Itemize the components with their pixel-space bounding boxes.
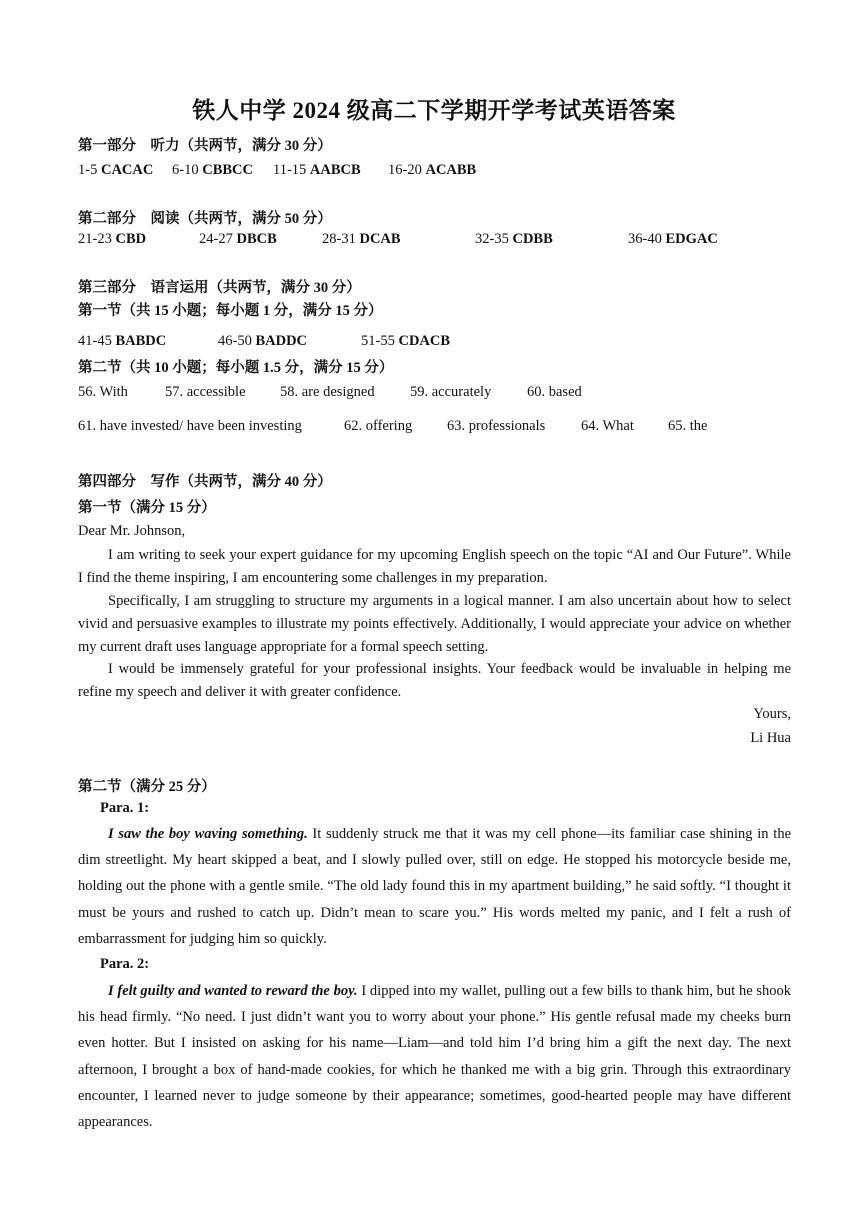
part3-heading: 第三部分 语言运用（共两节，满分 30 分） bbox=[78, 280, 361, 296]
answer-item: 63. professionals bbox=[447, 418, 546, 434]
answer-key: CACAC bbox=[100, 162, 154, 178]
answer-key: DBCB bbox=[236, 231, 277, 247]
part4-section2-heading: 第二节（满分 25 分） bbox=[78, 779, 216, 795]
answer-key: CDBB bbox=[512, 231, 553, 247]
answer-item: 56. With bbox=[78, 384, 128, 400]
answer-key: CDACB bbox=[398, 333, 451, 349]
answer-item: 61. have invested/ have been investing bbox=[78, 418, 302, 434]
para2-body: I dipped into my wallet, pulling out a few bills to thank him, but he shook his head firmly. “No need. I just didn’t want you to worry about your phone.” His gentle refusal made my cheeks burn even hotter. But I insisted on asking for his name—Liam—and told him I’d bring him a gift the next day. The next afternoon, I brought a box of hand-made cookies, for which he thanked me with a big grin. Through this extraordinary encounter, I learned never to judge someone by their appearance; sometimes, good-hearted people may have different appearances. bbox=[78, 983, 791, 1131]
answer-group bbox=[475, 231, 553, 248]
part3-section2-row2 bbox=[78, 418, 798, 438]
answer-range: 28-31 bbox=[322, 231, 356, 247]
para1-label: Para. 1: bbox=[100, 800, 150, 816]
para1-lead-sentence: I saw the boy waving something. bbox=[108, 826, 308, 842]
answer-key: AABCB bbox=[309, 162, 361, 178]
answer-range: 24-27 bbox=[199, 231, 233, 247]
answer-item: 57. accessible bbox=[165, 384, 246, 400]
answer-group bbox=[78, 162, 153, 179]
letter-closing: Yours, bbox=[753, 706, 791, 722]
answer-item: 59. accurately bbox=[410, 384, 492, 400]
answer-range: 16-20 bbox=[388, 162, 422, 178]
letter-paragraph: Specifically, I am struggling to structure my arguments in a logical manner. I am also uncertain about how to select vivid and persuasive examples to illustrate my points effectively. Additionally, I would appreciate your advice on whether my current draft uses language appropriate for a formal speech setting. bbox=[78, 593, 791, 655]
answer-key: CBD bbox=[115, 231, 147, 247]
answer-group bbox=[78, 333, 166, 350]
answer-key: BADDC bbox=[255, 333, 308, 349]
para2-label: Para. 2: bbox=[100, 956, 150, 972]
story-paragraph-1 bbox=[78, 821, 791, 952]
part4-section1-heading: 第一节（满分 15 分） bbox=[78, 500, 216, 516]
part3-section1-heading: 第一节（共 15 小题；每小题 1 分，满分 15 分） bbox=[78, 303, 383, 319]
answer-group bbox=[273, 162, 361, 179]
letter-paragraph: I am writing to seek your expert guidance for my upcoming English speech on the topic “AI and Our Future”. While I find the theme inspiring, I am encountering some challenges in my preparation. bbox=[78, 547, 791, 586]
story-paragraph-2 bbox=[78, 978, 791, 1135]
answer-range: 46-50 bbox=[218, 333, 252, 349]
answer-range: 51-55 bbox=[361, 333, 395, 349]
answer-group bbox=[628, 231, 718, 248]
part1-answer-row bbox=[78, 162, 798, 182]
answer-group bbox=[199, 231, 277, 248]
answer-range: 21-23 bbox=[78, 231, 112, 247]
answer-group bbox=[218, 333, 307, 350]
answer-item: 60. based bbox=[527, 384, 582, 400]
answer-range: 1-5 bbox=[78, 162, 98, 178]
answer-group bbox=[361, 333, 450, 350]
answer-key: DCAB bbox=[359, 231, 401, 247]
para1-body: It suddenly struck me that it was my cell phone—its familiar case shining in the dim streetlight. My heart skipped a beat, and I slowly pulled over, still on edge. He stopped his motorcycle beside me, holding out the phone with a gentle smile. “The old lady found this in my apartment building,” he said softly. “I thought it must be yours and rushed to catch up. Didn’t mean to scare you.” His words melted my panic, and I felt a rush of embarrassment for judging him so quickly. bbox=[78, 826, 792, 947]
answer-range: 6-10 bbox=[172, 162, 199, 178]
answer-range: 32-35 bbox=[475, 231, 509, 247]
page-title: 铁人中学 2024 级高二下学期开学考试英语答案 bbox=[192, 98, 676, 123]
answer-item: 58. are designed bbox=[280, 384, 375, 400]
answer-range: 11-15 bbox=[273, 162, 307, 178]
part3-section2-heading: 第二节（共 10 小题；每小题 1.5 分，满分 15 分） bbox=[78, 360, 394, 376]
part3-section1-answer-row bbox=[78, 333, 798, 353]
letter-greeting: Dear Mr. Johnson, bbox=[78, 523, 186, 539]
answer-range: 41-45 bbox=[78, 333, 112, 349]
answer-key: EDGAC bbox=[665, 231, 718, 247]
letter-signature: Li Hua bbox=[750, 730, 791, 746]
letter-paragraph: I would be immensely grateful for your professional insights. Your feedback would be invaluable in helping me refine my speech and deliver it with greater confidence. bbox=[78, 661, 791, 700]
answer-group bbox=[172, 162, 253, 179]
answer-item: 65. the bbox=[668, 418, 708, 434]
answer-range: 36-40 bbox=[628, 231, 662, 247]
answer-key: CBBCC bbox=[202, 162, 253, 178]
answer-group bbox=[322, 231, 401, 248]
answer-item: 62. offering bbox=[344, 418, 413, 434]
answer-group bbox=[388, 162, 476, 179]
part2-answer-row bbox=[78, 231, 798, 251]
part2-heading: 第二部分 阅读（共两节，满分 50 分） bbox=[78, 211, 332, 227]
part4-heading: 第四部分 写作（共两节，满分 40 分） bbox=[78, 474, 332, 490]
answer-key: ACABB bbox=[425, 162, 477, 178]
answer-group bbox=[78, 231, 146, 248]
para2-lead-sentence: I felt guilty and wanted to reward the boy. bbox=[108, 983, 358, 999]
part3-section2-row1 bbox=[78, 384, 798, 404]
answer-key: BABDC bbox=[115, 333, 167, 349]
answer-item: 64. What bbox=[581, 418, 634, 434]
part1-heading: 第一部分 听力（共两节，满分 30 分） bbox=[78, 138, 332, 154]
